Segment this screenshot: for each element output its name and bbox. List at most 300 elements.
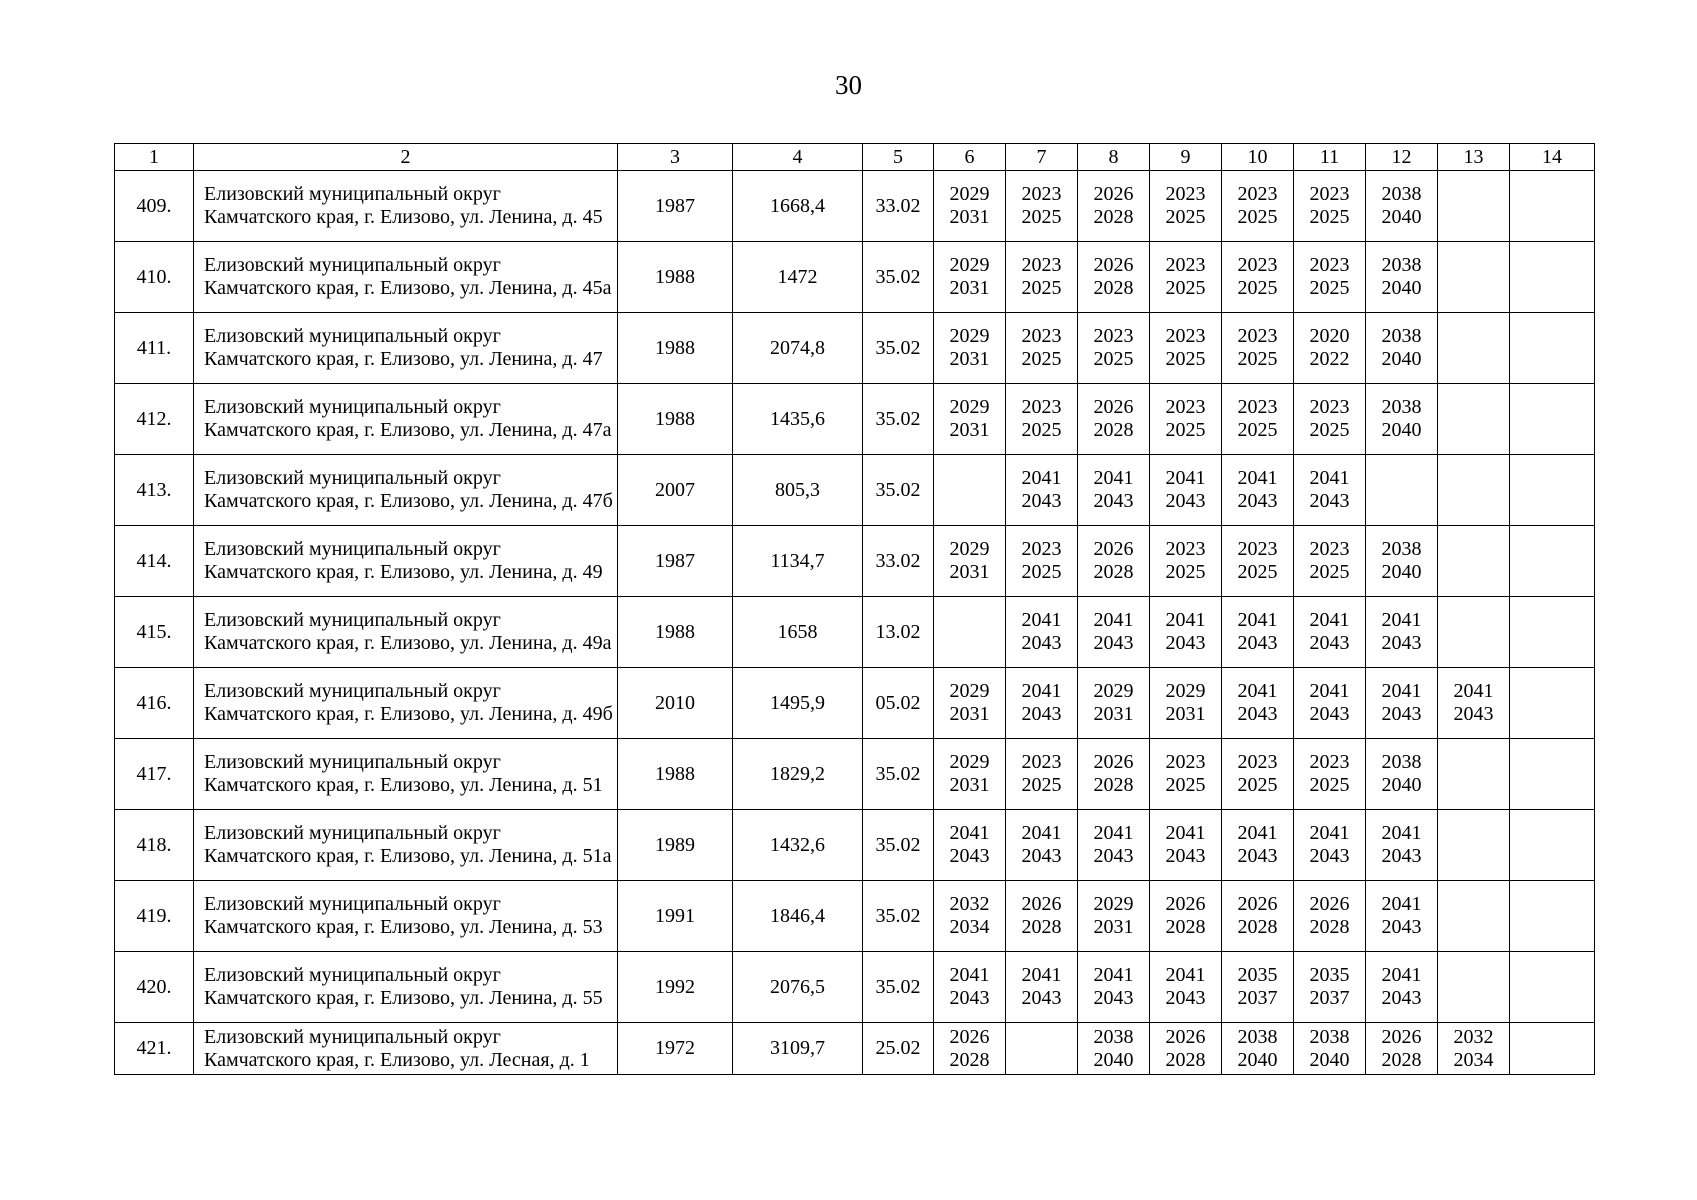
period-cell-col-11 [1294,668,1366,739]
table-body [115,171,1595,1075]
period-start-year: 2023 [1309,396,1350,418]
period-cell-col-14 [1510,881,1595,952]
period-end-year: 2028 [1237,916,1278,938]
period-end-year: 2028 [1093,774,1134,796]
period-end-year: 2028 [1021,916,1062,938]
period-cell-col-14 [1510,455,1595,526]
period-start-year: 2029 [949,396,990,418]
period-cell-col-13 [1438,455,1510,526]
period-cell-col-7 [1006,597,1078,668]
period-start-year: 2026 [1093,396,1134,418]
address-cell: Елизовский муниципальный округ Камчатского края, г. Елизово, ул. Ленина, д. 45 [194,171,618,242]
period-cell-col-6 [934,810,1006,881]
column-header-1: 1 [115,144,194,171]
period-end-year: 2043 [1021,987,1062,1009]
period-start-year: 2023 [1237,538,1278,560]
period-cell-col-13 [1438,242,1510,313]
period-end-year: 2040 [1381,419,1422,441]
period-cell-col-13 [1438,1023,1510,1075]
period-cell-col-7 [1006,739,1078,810]
period-cell-col-7 [1006,1023,1078,1075]
column-header-8: 8 [1078,144,1150,171]
column-header-14: 14 [1510,144,1595,171]
period-cell-col-8 [1078,1023,1150,1075]
period-start-year: 2023 [1165,254,1206,276]
address-cell: Елизовский муниципальный округ Камчатского края, г. Елизово, ул. Ленина, д. 51а [194,810,618,881]
period-start-year: 2023 [1237,396,1278,418]
period-end-year: 2043 [1453,703,1494,725]
period-start-year: 2038 [1381,396,1422,418]
table-row [115,455,1595,526]
period-end-year: 2043 [1093,490,1134,512]
period-start-year: 2026 [1381,1025,1422,1048]
period-cell-col-8 [1078,313,1150,384]
period-cell-col-12 [1366,171,1438,242]
period-start-year: 2023 [1309,183,1350,205]
period-end-year: 2031 [949,348,990,370]
year-cell: 1991 [618,881,733,952]
period-end-year: 2028 [1093,561,1134,583]
table-row [115,739,1595,810]
period-cell-col-9 [1150,526,1222,597]
code-cell: 33.02 [863,171,934,242]
row-number-cell: 411. [115,313,194,384]
period-end-year: 2043 [1381,916,1422,938]
area-cell: 1435,6 [733,384,863,455]
table-row [115,242,1595,313]
row-number-cell: 416. [115,668,194,739]
period-cell-col-10 [1222,881,1294,952]
period-cell-col-6 [934,668,1006,739]
period-start-year: 2023 [1165,751,1206,773]
period-cell-col-13 [1438,810,1510,881]
period-start-year: 2041 [1309,467,1350,489]
period-cell-col-14 [1510,597,1595,668]
code-cell: 35.02 [863,881,934,952]
period-cell-col-12 [1366,313,1438,384]
code-cell: 13.02 [863,597,934,668]
period-end-year: 2040 [1237,1048,1278,1071]
area-cell: 2076,5 [733,952,863,1023]
period-start-year: 2026 [1165,1025,1206,1048]
period-cell-col-13 [1438,739,1510,810]
period-cell-col-10 [1222,384,1294,455]
period-cell-col-9 [1150,810,1222,881]
area-cell: 1432,6 [733,810,863,881]
period-start-year: 2023 [1309,538,1350,560]
table-row [115,313,1595,384]
period-cell-col-10 [1222,952,1294,1023]
period-start-year: 2023 [1309,254,1350,276]
period-cell-col-9 [1150,881,1222,952]
address-cell: Елизовский муниципальный округ Камчатского края, г. Елизово, ул. Ленина, д. 55 [194,952,618,1023]
period-end-year: 2043 [1093,845,1134,867]
period-start-year: 2020 [1309,325,1350,347]
period-end-year: 2031 [949,277,990,299]
period-cell-col-8 [1078,810,1150,881]
period-start-year: 2038 [1309,1025,1350,1048]
period-start-year: 2029 [949,751,990,773]
period-cell-col-11 [1294,384,1366,455]
code-cell: 35.02 [863,739,934,810]
row-number-cell: 417. [115,739,194,810]
period-start-year: 2029 [949,680,990,702]
period-start-year: 2035 [1237,964,1278,986]
period-cell-col-11 [1294,171,1366,242]
period-end-year: 2043 [1381,987,1422,1009]
address-cell: Елизовский муниципальный округ Камчатского края, г. Елизово, ул. Ленина, д. 49а [194,597,618,668]
period-cell-col-13 [1438,313,1510,384]
period-cell-col-12 [1366,952,1438,1023]
period-start-year: 2023 [1237,751,1278,773]
period-start-year: 2026 [1093,751,1134,773]
period-end-year: 2040 [1381,774,1422,796]
address-cell: Елизовский муниципальный округ Камчатского края, г. Елизово, ул. Ленина, д. 45а [194,242,618,313]
period-start-year: 2041 [1381,822,1422,844]
column-header-2: 2 [194,144,618,171]
period-end-year: 2043 [1309,490,1350,512]
table-row [115,810,1595,881]
period-start-year: 2038 [1381,254,1422,276]
period-cell-col-13 [1438,952,1510,1023]
period-cell-col-7 [1006,384,1078,455]
area-cell: 3109,7 [733,1023,863,1075]
period-start-year: 2023 [1021,396,1062,418]
period-cell-col-14 [1510,810,1595,881]
table-row [115,668,1595,739]
column-header-5: 5 [863,144,934,171]
period-cell-col-9 [1150,739,1222,810]
period-end-year: 2043 [1093,987,1134,1009]
code-cell: 35.02 [863,313,934,384]
period-cell-col-12 [1366,597,1438,668]
period-start-year: 2023 [1021,751,1062,773]
period-cell-col-13 [1438,881,1510,952]
period-start-year: 2041 [949,822,990,844]
period-end-year: 2025 [1021,348,1062,370]
period-end-year: 2040 [1381,561,1422,583]
area-cell: 2074,8 [733,313,863,384]
period-start-year: 2032 [949,893,990,915]
row-number-cell: 409. [115,171,194,242]
period-end-year: 2028 [1381,1048,1422,1071]
table-row [115,881,1595,952]
period-start-year: 2023 [1165,396,1206,418]
code-cell: 35.02 [863,455,934,526]
year-cell: 1972 [618,1023,733,1075]
period-start-year: 2041 [1381,893,1422,915]
area-cell: 805,3 [733,455,863,526]
period-start-year: 2023 [1165,325,1206,347]
period-cell-col-6 [934,597,1006,668]
period-end-year: 2028 [1093,277,1134,299]
period-end-year: 2043 [1021,703,1062,725]
period-cell-col-10 [1222,455,1294,526]
address-cell: Елизовский муниципальный округ Камчатского края, г. Елизово, ул. Ленина, д. 47 [194,313,618,384]
period-end-year: 2043 [1309,845,1350,867]
period-cell-col-8 [1078,952,1150,1023]
period-cell-col-14 [1510,384,1595,455]
year-cell: 1988 [618,597,733,668]
period-end-year: 2025 [1021,419,1062,441]
period-start-year: 2023 [1165,183,1206,205]
period-cell-col-10 [1222,171,1294,242]
period-cell-col-13 [1438,526,1510,597]
period-cell-col-6 [934,881,1006,952]
period-start-year: 2038 [1381,325,1422,347]
period-cell-col-9 [1150,242,1222,313]
period-start-year: 2041 [1021,822,1062,844]
period-cell-col-13 [1438,668,1510,739]
table-row [115,597,1595,668]
period-end-year: 2031 [949,561,990,583]
period-start-year: 2041 [1021,609,1062,631]
period-cell-col-10 [1222,739,1294,810]
period-start-year: 2029 [949,183,990,205]
period-start-year: 2023 [1237,254,1278,276]
period-cell-col-7 [1006,242,1078,313]
period-cell-col-10 [1222,313,1294,384]
period-start-year: 2026 [1021,893,1062,915]
period-end-year: 2043 [1237,632,1278,654]
period-cell-col-8 [1078,739,1150,810]
column-header-9: 9 [1150,144,1222,171]
address-cell: Елизовский муниципальный округ Камчатского края, г. Елизово, ул. Ленина, д. 53 [194,881,618,952]
period-end-year: 2043 [1237,845,1278,867]
period-cell-col-14 [1510,952,1595,1023]
period-end-year: 2043 [1165,987,1206,1009]
row-number-cell: 410. [115,242,194,313]
period-cell-col-9 [1150,384,1222,455]
period-end-year: 2031 [1093,703,1134,725]
period-cell-col-7 [1006,171,1078,242]
period-cell-col-9 [1150,313,1222,384]
period-cell-col-11 [1294,313,1366,384]
area-cell: 1472 [733,242,863,313]
period-cell-col-6 [934,952,1006,1023]
area-cell: 1495,9 [733,668,863,739]
period-cell-col-10 [1222,1023,1294,1075]
period-start-year: 2041 [1093,822,1134,844]
period-cell-col-12 [1366,881,1438,952]
period-cell-col-9 [1150,1023,1222,1075]
period-end-year: 2025 [1237,348,1278,370]
period-cell-col-14 [1510,313,1595,384]
registry-table [114,143,1595,1075]
table-row [115,384,1595,455]
year-cell: 1989 [618,810,733,881]
row-number-cell: 418. [115,810,194,881]
code-cell: 25.02 [863,1023,934,1075]
period-cell-col-14 [1510,171,1595,242]
period-end-year: 2025 [1309,561,1350,583]
row-number-cell: 419. [115,881,194,952]
period-end-year: 2031 [949,419,990,441]
period-cell-col-13 [1438,171,1510,242]
period-end-year: 2034 [1453,1048,1494,1071]
code-cell: 35.02 [863,952,934,1023]
period-end-year: 2031 [1093,916,1134,938]
column-header-10: 10 [1222,144,1294,171]
code-cell: 35.02 [863,242,934,313]
period-cell-col-14 [1510,668,1595,739]
period-end-year: 2040 [1381,206,1422,228]
period-start-year: 2041 [1381,680,1422,702]
area-cell: 1658 [733,597,863,668]
period-cell-col-11 [1294,881,1366,952]
period-cell-col-8 [1078,597,1150,668]
period-cell-col-7 [1006,668,1078,739]
period-cell-col-7 [1006,526,1078,597]
period-start-year: 2032 [1453,1025,1494,1048]
period-end-year: 2022 [1309,348,1350,370]
period-end-year: 2034 [949,916,990,938]
period-cell-col-13 [1438,384,1510,455]
period-end-year: 2037 [1237,987,1278,1009]
period-start-year: 2023 [1309,751,1350,773]
period-start-year: 2026 [1093,183,1134,205]
table-row [115,526,1595,597]
period-cell-col-6 [934,1023,1006,1075]
year-cell: 1992 [618,952,733,1023]
period-start-year: 2026 [1093,254,1134,276]
period-start-year: 2023 [1021,254,1062,276]
period-end-year: 2043 [1309,703,1350,725]
period-cell-col-11 [1294,1023,1366,1075]
period-end-year: 2043 [1021,632,1062,654]
address-cell: Елизовский муниципальный округ Камчатского края, г. Елизово, ул. Ленина, д. 49б [194,668,618,739]
period-cell-col-12 [1366,242,1438,313]
period-cell-col-8 [1078,384,1150,455]
period-cell-col-9 [1150,455,1222,526]
period-start-year: 2041 [1237,680,1278,702]
period-start-year: 2026 [949,1025,990,1048]
period-end-year: 2043 [1237,703,1278,725]
year-cell: 1987 [618,171,733,242]
period-cell-col-8 [1078,881,1150,952]
period-start-year: 2026 [1093,538,1134,560]
period-end-year: 2043 [1165,490,1206,512]
period-end-year: 2025 [1309,206,1350,228]
page-number: 30 [835,70,862,100]
period-end-year: 2043 [949,845,990,867]
column-header-3: 3 [618,144,733,171]
address-cell: Елизовский муниципальный округ Камчатского края, г. Елизово, ул. Лесная, д. 1 [194,1023,618,1075]
period-cell-col-7 [1006,313,1078,384]
period-cell-col-7 [1006,952,1078,1023]
period-cell-col-7 [1006,455,1078,526]
period-end-year: 2043 [1165,632,1206,654]
column-header-12: 12 [1366,144,1438,171]
period-start-year: 2041 [1165,964,1206,986]
period-end-year: 2031 [1165,703,1206,725]
period-start-year: 2041 [1093,609,1134,631]
area-cell: 1134,7 [733,526,863,597]
address-cell: Елизовский муниципальный округ Камчатского края, г. Елизово, ул. Ленина, д. 49 [194,526,618,597]
period-cell-col-10 [1222,597,1294,668]
period-start-year: 2023 [1093,325,1134,347]
period-start-year: 2038 [1381,538,1422,560]
period-cell-col-14 [1510,1023,1595,1075]
period-cell-col-10 [1222,526,1294,597]
period-start-year: 2023 [1021,325,1062,347]
period-end-year: 2031 [949,774,990,796]
period-end-year: 2025 [1021,206,1062,228]
period-cell-col-6 [934,313,1006,384]
period-end-year: 2025 [1309,419,1350,441]
period-start-year: 2038 [1093,1025,1134,1048]
period-start-year: 2029 [949,325,990,347]
period-start-year: 2029 [1093,680,1134,702]
period-end-year: 2043 [1021,845,1062,867]
period-end-year: 2028 [1093,206,1134,228]
period-end-year: 2031 [949,703,990,725]
year-cell: 2010 [618,668,733,739]
period-start-year: 2038 [1381,751,1422,773]
year-cell: 1988 [618,242,733,313]
period-start-year: 2029 [949,538,990,560]
code-cell: 33.02 [863,526,934,597]
period-end-year: 2043 [1381,845,1422,867]
period-end-year: 2025 [1093,348,1134,370]
table-row [115,171,1595,242]
column-header-13: 13 [1438,144,1510,171]
period-end-year: 2040 [1381,348,1422,370]
period-end-year: 2025 [1237,419,1278,441]
period-start-year: 2023 [1021,183,1062,205]
row-number-cell: 420. [115,952,194,1023]
period-start-year: 2041 [1381,609,1422,631]
row-number-cell: 414. [115,526,194,597]
period-cell-col-11 [1294,455,1366,526]
period-cell-col-11 [1294,952,1366,1023]
period-start-year: 2041 [1309,609,1350,631]
period-cell-col-12 [1366,1023,1438,1075]
period-cell-col-8 [1078,171,1150,242]
period-cell-col-7 [1006,881,1078,952]
period-start-year: 2038 [1381,183,1422,205]
period-cell-col-6 [934,384,1006,455]
period-end-year: 2043 [1381,632,1422,654]
period-end-year: 2043 [1021,490,1062,512]
period-start-year: 2041 [1309,680,1350,702]
period-start-year: 2041 [1237,822,1278,844]
period-cell-col-6 [934,739,1006,810]
period-start-year: 2041 [1021,680,1062,702]
period-start-year: 2029 [1093,893,1134,915]
code-cell: 05.02 [863,668,934,739]
period-cell-col-12 [1366,455,1438,526]
period-start-year: 2041 [1237,467,1278,489]
period-end-year: 2043 [949,987,990,1009]
period-end-year: 2025 [1165,774,1206,796]
period-cell-col-11 [1294,810,1366,881]
period-start-year: 2041 [1309,822,1350,844]
row-number-cell: 412. [115,384,194,455]
period-cell-col-14 [1510,739,1595,810]
period-cell-col-9 [1150,668,1222,739]
year-cell: 2007 [618,455,733,526]
area-cell: 1846,4 [733,881,863,952]
period-end-year: 2025 [1309,277,1350,299]
period-end-year: 2028 [949,1048,990,1071]
period-start-year: 2023 [1237,325,1278,347]
period-end-year: 2025 [1237,774,1278,796]
column-header-6: 6 [934,144,1006,171]
period-end-year: 2025 [1237,561,1278,583]
period-start-year: 2041 [1021,964,1062,986]
period-cell-col-14 [1510,242,1595,313]
